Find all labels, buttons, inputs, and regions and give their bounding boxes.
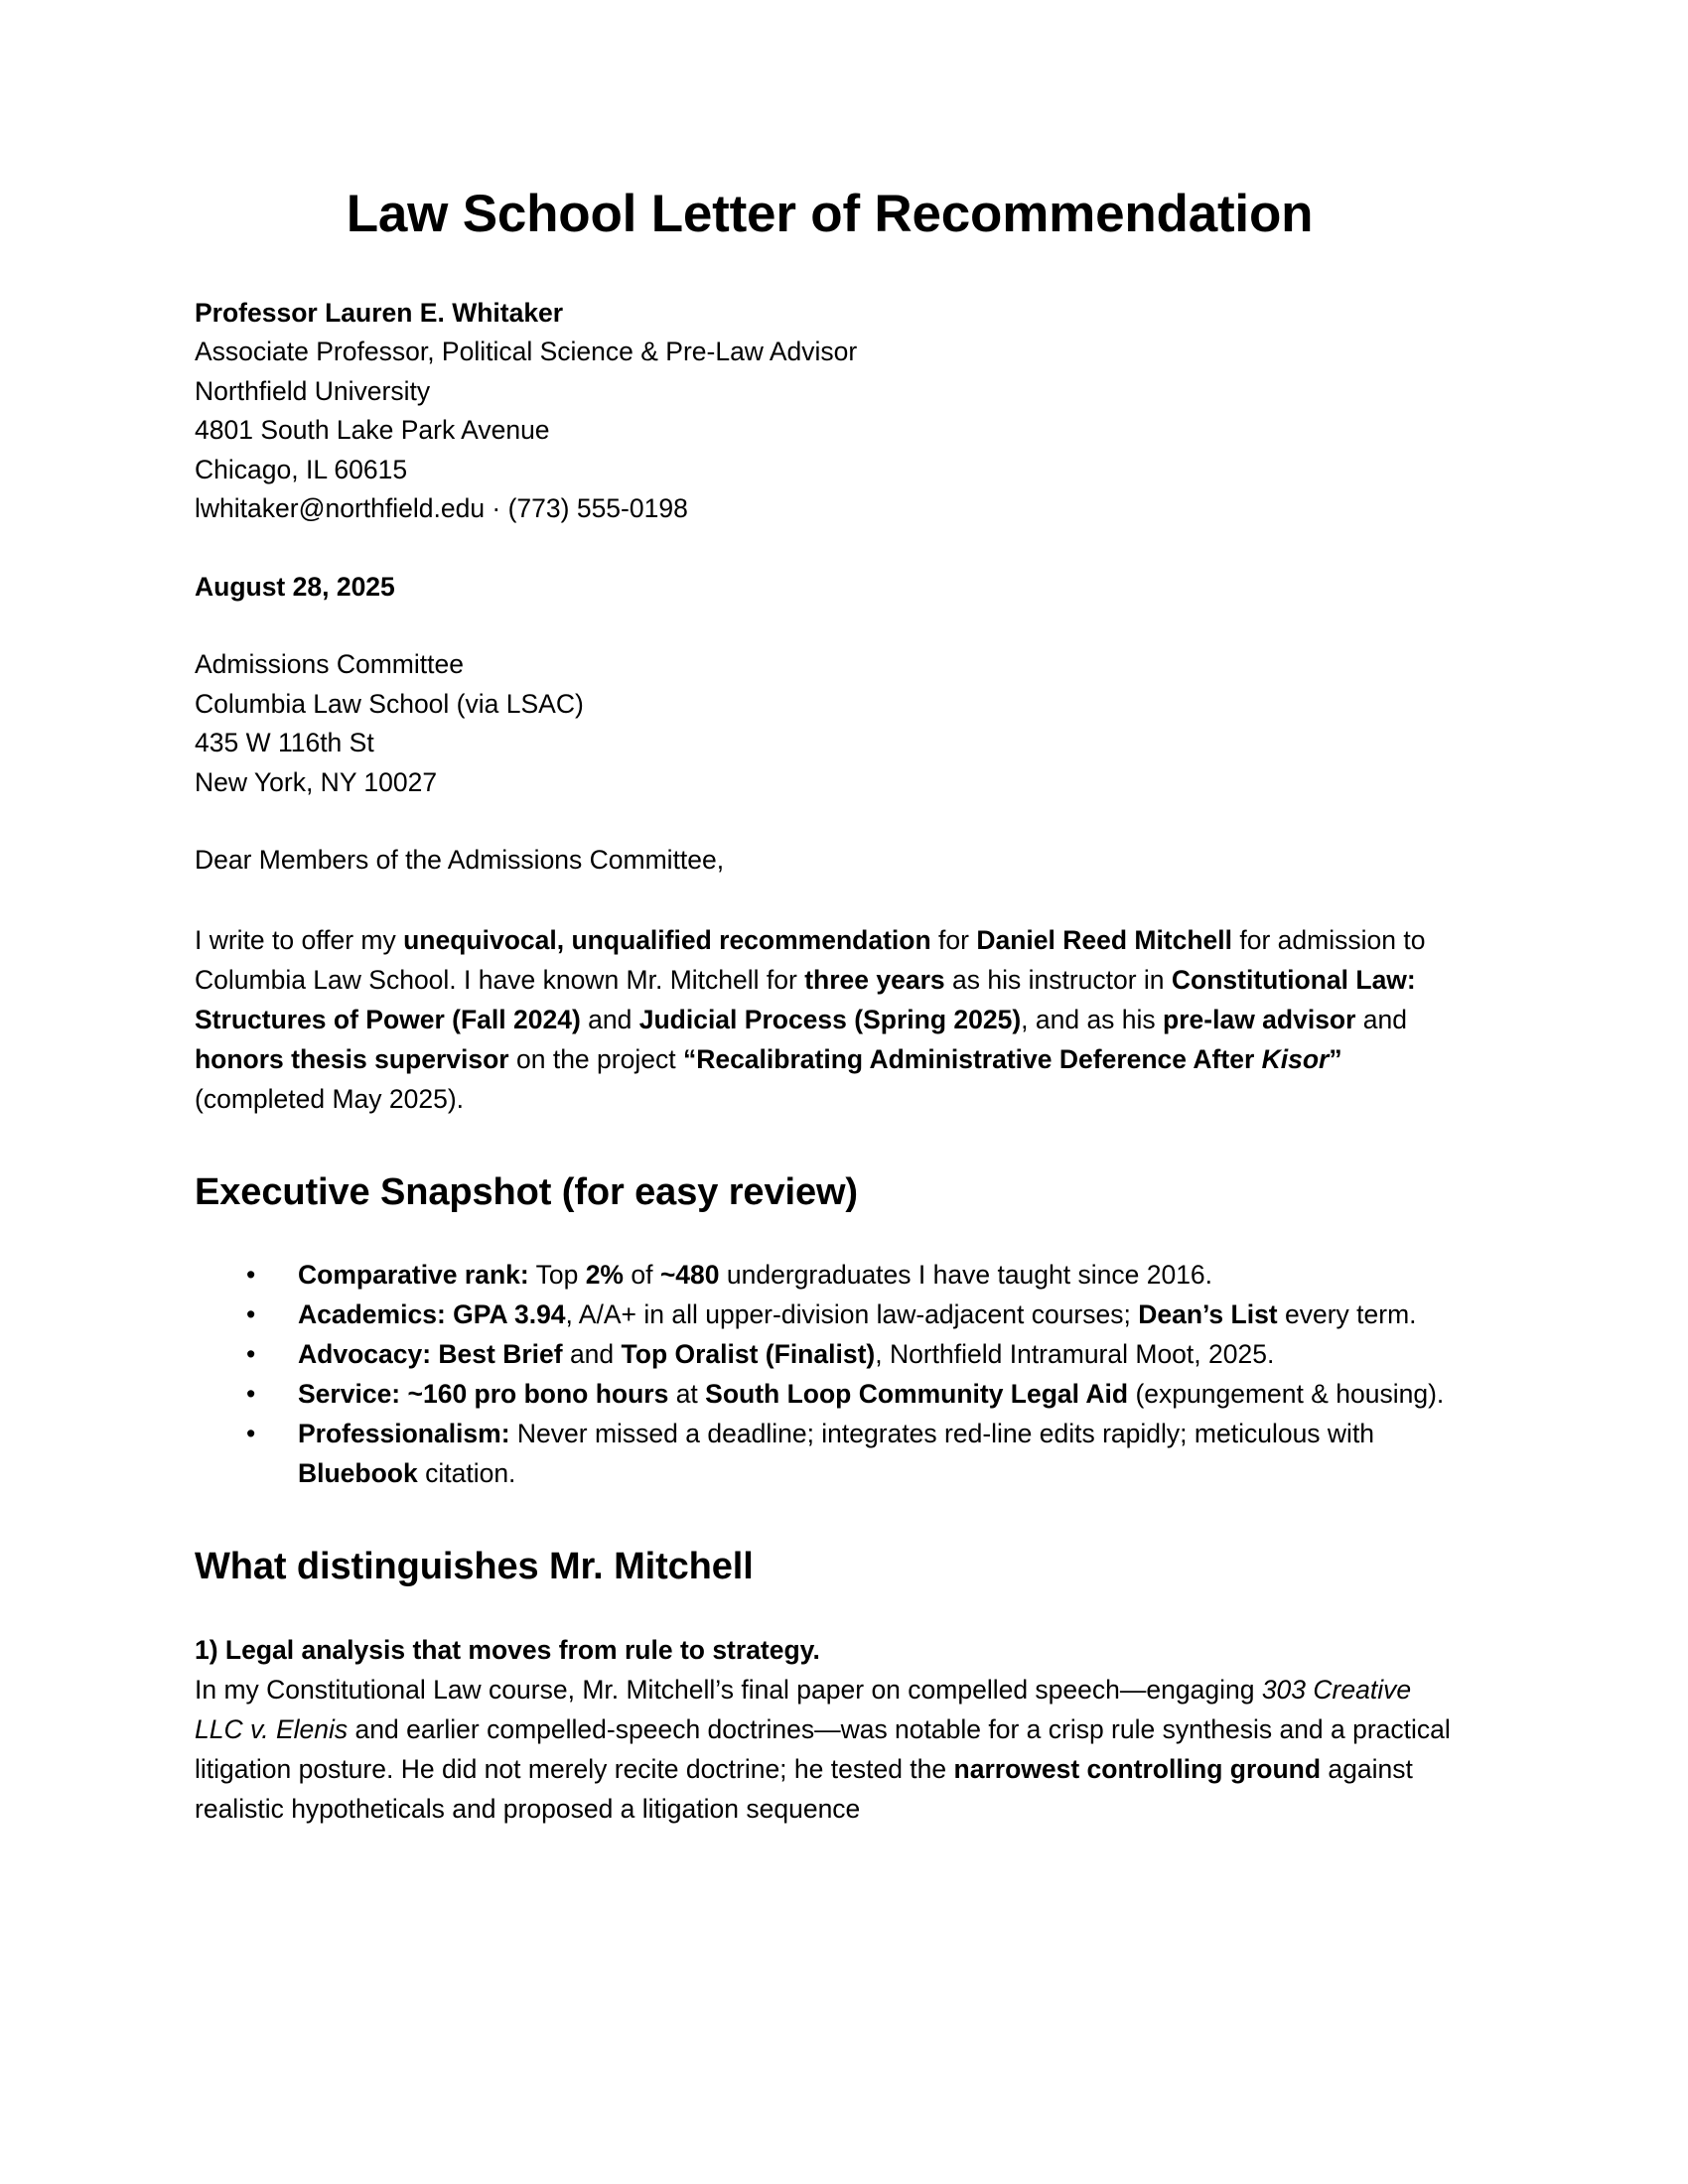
recipient-line-1: Admissions Committee	[195, 649, 464, 680]
recipient-line-3: 435 W 116th St	[195, 728, 374, 758]
list-item	[195, 1414, 1465, 1493]
spacer-after-salutation	[195, 881, 1465, 920]
intro-bold-duration: three years	[804, 964, 945, 995]
intro-text-1: I write to offer my	[195, 924, 404, 955]
sender-role: Associate Professor, Political Science & Pre-Law Advisor	[195, 337, 858, 367]
bullet-label: Professionalism:	[298, 1419, 510, 1449]
bullet-text-1: Top	[528, 1260, 586, 1291]
section-heading-executive-snapshot: Executive Snapshot (for easy review)	[195, 1170, 858, 1213]
bullet-icon: •	[246, 1299, 256, 1330]
bullet-bold-percentile: 2%	[585, 1260, 624, 1291]
bullet-bold-cohort-size: ~480	[659, 1260, 720, 1291]
sender-institution: Northfield University	[195, 375, 431, 406]
body-bold-narrowest-ground: narrowest controlling ground	[953, 1753, 1322, 1784]
section-heading-what-distinguishes: What distinguishes Mr. Mitchell	[195, 1546, 754, 1588]
spacer-after-date	[195, 607, 1465, 645]
intro-bold-italic-case-kisor: Kisor	[1261, 1043, 1330, 1074]
spacer-after-distinguishes-heading	[195, 1590, 1465, 1630]
intro-text-8: on the project	[508, 1043, 683, 1074]
bullet-text-1: Never missed a deadline; integrates red-line edits rapidly; meticulous with	[509, 1419, 1375, 1449]
spacer-after-recipient	[195, 802, 1465, 841]
intro-text-9: (completed May 2025).	[195, 1083, 465, 1114]
intro-bold-closing-quote: ”	[1329, 1043, 1342, 1074]
list-item	[195, 1255, 1465, 1295]
recipient-line-4: New York, NY 10027	[195, 766, 438, 797]
bullet-icon: •	[246, 1419, 256, 1449]
bullet-text-2: every term.	[1277, 1299, 1417, 1330]
recipient-address-block	[195, 645, 1465, 802]
sender-street: 4801 South Lake Park Avenue	[195, 415, 550, 446]
sender-name: Professor Lauren E. Whitaker	[195, 297, 564, 328]
sender-contact: lwhitaker@northfield.edu · (773) 555-0198	[195, 493, 688, 524]
intro-text-3: for admission to Columbia Law School. I have known Mr. Mitchell for	[195, 924, 1426, 995]
bullet-text-1: at	[668, 1379, 706, 1410]
bullet-bold-bluebook: Bluebook	[298, 1458, 418, 1489]
intro-paragraph	[195, 920, 1465, 1119]
page-title: Law School Letter of Recommendation	[346, 185, 1314, 243]
body-text-3: against realistic hypotheticals and proposed a litigation sequence	[195, 1753, 1413, 1824]
bullet-label: Comparative rank:	[298, 1260, 529, 1291]
intro-text-7: and	[1355, 1004, 1408, 1034]
sender-city-state-zip: Chicago, IL 60615	[195, 454, 408, 484]
bullet-text-1: , A/A+ in all upper-division law-adjacent courses;	[565, 1299, 1139, 1330]
intro-bold-course-1: Constitutional Law: Structures of Power (Fall 2024)	[195, 964, 1416, 1034]
sender-address-block	[195, 294, 1465, 529]
spacer-after-sender	[195, 529, 1465, 568]
bullet-icon: •	[246, 1339, 256, 1370]
bullet-text-1: and	[562, 1339, 622, 1370]
intro-bold-recommendation: unequivocal, unqualified recommendation	[403, 924, 931, 955]
bullet-text-2: , Northfield Intramural Moot, 2025.	[875, 1339, 1275, 1370]
list-item	[195, 1295, 1465, 1334]
body-text-1: In my Constitutional Law course, Mr. Mitchell’s final paper on compelled speech—engaging	[195, 1674, 1262, 1705]
list-item	[195, 1374, 1465, 1414]
intro-bold-thesis-role: honors thesis supervisor	[195, 1043, 509, 1074]
letter-date: August 28, 2025	[195, 571, 395, 602]
numbered-item-1-body	[195, 1670, 1465, 1829]
bullet-text-2: citation.	[417, 1458, 516, 1489]
intro-text-6: , and as his	[1021, 1004, 1164, 1034]
bullet-icon: •	[246, 1260, 256, 1291]
numbered-item-1-heading: 1) Legal analysis that moves from rule to strategy.	[195, 1634, 820, 1665]
bullet-text-2: (expungement & housing).	[1128, 1379, 1445, 1410]
bullet-bold-top-oralist: Top Oralist (Finalist)	[621, 1339, 876, 1370]
body-text-2: and earlier compelled-speech doctrines—was notable for a crisp rule synthesis and a practical litigation posture. He did not merely recite doctrine; he tested the	[195, 1713, 1451, 1784]
executive-snapshot-list	[195, 1255, 1465, 1493]
bullet-icon: •	[246, 1379, 256, 1410]
bullet-bold-legal-aid: South Loop Community Legal Aid	[705, 1379, 1129, 1410]
bullet-bold-deans-list: Dean’s List	[1138, 1299, 1278, 1330]
intro-bold-course-2: Judicial Process (Spring 2025)	[638, 1004, 1022, 1034]
bullet-label: Service: ~160 pro bono hours	[298, 1379, 669, 1410]
bullet-text-2: of	[624, 1260, 660, 1291]
intro-bold-candidate-name: Daniel Reed Mitchell	[976, 924, 1233, 955]
bullet-label: Advocacy: Best Brief	[298, 1339, 563, 1370]
intro-bold-thesis-title: “Recalibrating Administrative Deference After	[682, 1043, 1262, 1074]
recipient-line-2: Columbia Law School (via LSAC)	[195, 688, 584, 719]
bullet-text-3: undergraduates I have taught since 2016.	[719, 1260, 1213, 1291]
list-item	[195, 1334, 1465, 1374]
bullet-label: Academics: GPA 3.94	[298, 1299, 566, 1330]
intro-bold-advisor-role: pre-law advisor	[1163, 1004, 1356, 1034]
body-italic-case-citation: 303 Creative LLC v. Elenis	[195, 1674, 1412, 1744]
intro-text-2: for	[930, 924, 977, 955]
salutation: Dear Members of the Admissions Committee,	[195, 845, 725, 876]
intro-text-5: and	[580, 1004, 639, 1034]
intro-text-4: as his instructor in	[944, 964, 1172, 995]
